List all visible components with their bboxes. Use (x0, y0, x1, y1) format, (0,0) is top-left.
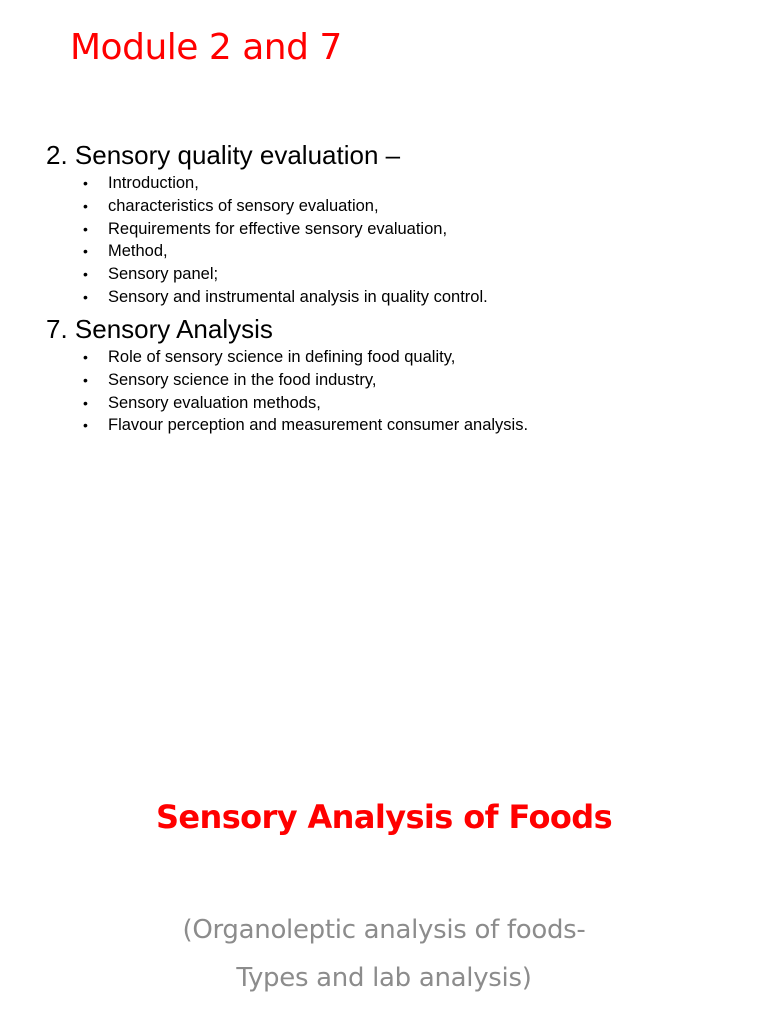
list-item-text: Sensory panel; (108, 265, 219, 284)
bullet-list (46, 172, 488, 309)
bullet-icon: • (83, 243, 88, 260)
bullet-icon: • (83, 220, 88, 237)
list-item (46, 346, 528, 369)
list-item-text: Role of sensory science in defining food quality, (108, 348, 456, 366)
list-item-text: Flavour perception and measurement consumer analysis. (108, 416, 529, 435)
section-sensory-quality-evaluation (46, 140, 488, 309)
list-item (46, 392, 528, 415)
bullet-icon: • (83, 288, 88, 305)
list-item-text: characteristics of sensory evaluation, (108, 196, 379, 215)
subtitle (0, 906, 768, 1002)
bullet-list (46, 346, 528, 437)
bullet-icon: • (83, 394, 88, 411)
list-item (46, 414, 528, 437)
list-item-text: Sensory and instrumental analysis in quality control. (108, 287, 488, 306)
bullet-icon: • (83, 349, 88, 365)
main-title: Sensory Analysis of Foods (155, 798, 613, 836)
list-item-text: Requirements for effective sensory evaluation, (108, 219, 448, 238)
bullet-icon: • (83, 197, 88, 214)
section-heading: 2. Sensory quality evaluation – (46, 140, 401, 170)
bullet-icon: • (83, 175, 88, 191)
bullet-icon: • (83, 417, 88, 434)
list-item-text: Sensory evaluation methods, (108, 393, 321, 412)
list-item (46, 263, 488, 286)
list-item (46, 172, 488, 195)
list-item (46, 195, 488, 218)
list-item-text: Method, (108, 242, 168, 261)
bullet-icon: • (83, 266, 88, 283)
list-item (46, 286, 488, 309)
list-item-text: Sensory science in the food industry, (108, 370, 377, 389)
section-sensory-analysis (46, 314, 528, 437)
list-item (46, 369, 528, 392)
list-item-text: Introduction, (108, 174, 199, 192)
section-heading: 7. Sensory Analysis (46, 314, 273, 344)
subtitle-line: Types and lab analysis) (236, 963, 532, 993)
list-item (46, 218, 488, 241)
module-title: Module 2 and 7 (70, 27, 342, 68)
list-item (46, 240, 488, 263)
subtitle-line: (Organoleptic analysis of foods- (182, 915, 586, 945)
bullet-icon: • (83, 371, 88, 388)
